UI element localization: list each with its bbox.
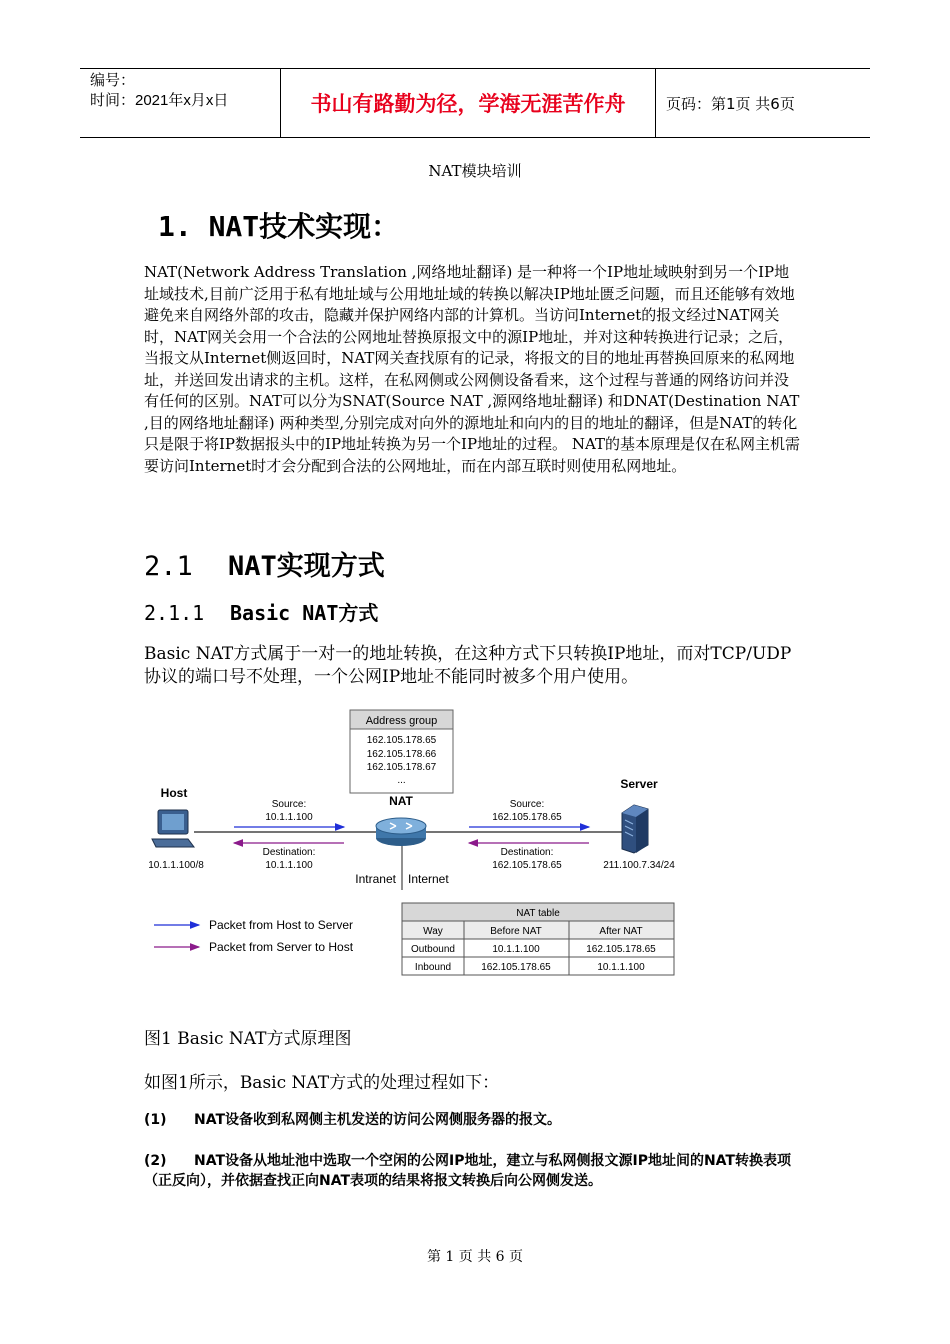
nat-table-cell: 162.105.178.65 bbox=[481, 962, 551, 973]
process-intro: 如图1所示，Basic NAT方式的处理过程如下： bbox=[144, 1073, 500, 1093]
address-group-title: Address group bbox=[365, 715, 438, 727]
host-computer-icon bbox=[152, 810, 194, 847]
page-footer: 第 1 页 共 6 页 bbox=[426, 1249, 524, 1265]
nat-router-icon bbox=[376, 818, 426, 846]
server-label: Server bbox=[620, 777, 658, 791]
right-dest-label: Destination: bbox=[500, 847, 554, 858]
nat-table-header: After NAT bbox=[599, 926, 643, 937]
step-item bbox=[144, 1110, 814, 1130]
section-1-heading: 1. NAT技术实现： bbox=[158, 210, 400, 243]
step-item bbox=[144, 1151, 814, 1191]
document-title: NAT模块培训 bbox=[428, 162, 522, 180]
address-group-item: 162.105.178.66 bbox=[366, 749, 437, 760]
page-header bbox=[80, 68, 870, 138]
host-label: Host bbox=[160, 786, 188, 800]
section-number: 2.1.1 bbox=[144, 601, 205, 625]
step-text: NAT设备收到私网侧主机发送的访问公网侧服务器的报文。 bbox=[194, 1112, 562, 1128]
nat-table-header: Before NAT bbox=[490, 926, 542, 937]
legend-host-to-server-label: Packet from Host to Server bbox=[209, 918, 354, 932]
nat-table-cell: 162.105.178.65 bbox=[586, 944, 656, 955]
legend-server-to-host-label: Packet from Server to Host bbox=[209, 940, 354, 954]
address-group-item: 162.105.178.67 bbox=[366, 762, 437, 773]
host-ip: 10.1.1.100/8 bbox=[148, 860, 204, 871]
left-dest-label: Destination: bbox=[262, 847, 316, 858]
server-ip: 211.100.7.34/24 bbox=[603, 860, 675, 871]
left-source-value: 10.1.1.100 bbox=[265, 812, 313, 823]
left-source-label: Source: bbox=[271, 799, 307, 810]
right-source-label: Source: bbox=[509, 799, 545, 810]
nat-table bbox=[402, 903, 674, 975]
internet-label: Internet bbox=[408, 872, 449, 886]
nat-table-title: NAT table bbox=[516, 908, 560, 919]
nat-table-cell: Inbound bbox=[414, 962, 452, 973]
nat-table-cell: 10.1.1.100 bbox=[492, 944, 540, 955]
address-group-item: ... bbox=[397, 775, 406, 786]
header-meta bbox=[80, 69, 281, 137]
section-title: NAT实现方式 bbox=[228, 551, 385, 582]
step-number: (2) bbox=[144, 1153, 167, 1169]
address-group-box bbox=[350, 710, 453, 793]
server-icon bbox=[622, 805, 648, 853]
right-dest-value: 162.105.178.65 bbox=[492, 860, 562, 871]
section-2-1-1-heading bbox=[144, 597, 378, 626]
step-number: (1) bbox=[144, 1112, 167, 1128]
number-label: 编号： bbox=[90, 72, 136, 89]
section-number: 2.1 bbox=[144, 551, 193, 582]
intranet-label: Intranet bbox=[355, 872, 396, 886]
nat-label: NAT bbox=[389, 794, 413, 808]
right-source-value: 162.105.178.65 bbox=[492, 812, 562, 823]
nat-table-cell: Outbound bbox=[411, 944, 455, 955]
header-page-info: 页码：第1页 共6页 bbox=[666, 94, 795, 113]
address-group-item: 162.105.178.65 bbox=[366, 735, 437, 746]
nat-table-header: Way bbox=[423, 926, 443, 937]
section-2-1-1-paragraph: Basic NAT方式属于一对一的地址转换，在这种方式下只转换IP地址，而对TCP/UDP协议的端口号不处理，一个公网IP地址不能同时被多个用户使用。 bbox=[144, 644, 792, 687]
left-dest-value: 10.1.1.100 bbox=[265, 860, 313, 871]
figure-caption: 图1 Basic NAT方式原理图 bbox=[144, 1029, 352, 1049]
nat-table-cell: 10.1.1.100 bbox=[597, 962, 645, 973]
time-label: 时间：2021年x月x日 bbox=[90, 92, 229, 109]
basic-nat-diagram bbox=[144, 705, 684, 980]
section-1-paragraph: NAT(Network Address Translation ,网络地址翻译) 是一种将一个IP地址域映射到另一个IP地址域技术,目前广泛用于私有地址域与公用地址域的转换以解决IP地址匮乏问题，而且还能够有效地避免来自网络外部的攻击，隐藏并保护网络内部的计算机。当访问Internet的报文经过NAT网关时，NAT网关会用一个合法的公网地址替换原报文中的源IP地址，并对这种转换进行记录；之后，当报文从Internet侧返回时，NAT网关查找原有的记录，将报文的目的地址再替换回原来的私网地址，并送回发出请求的主机。这样，在私网侧或公网侧设备看来，这个过程与普通的网络访问并没有任何的区别。NAT可以分为SNAT(Source NAT ,源网络地址翻译) 和DNAT(Destination NAT ,目的网络地址翻译) 两种类型,分别完成对向外的源地址和向内的目的地址的翻译，但是NAT的转化只是限于将IP数据报头中的IP地址转换为另一个IP地址的过程。 NAT的基本原理是仅在私网主机需要访问Internet时才会分配到合法的公网地址，而在内部互联时则使用私网地址。 bbox=[144, 263, 800, 475]
section-title: Basic NAT方式 bbox=[230, 601, 379, 625]
section-2-1-heading bbox=[144, 544, 385, 583]
header-motto: 书山有路勤为径，学海无涯苦作舟 bbox=[281, 69, 656, 137]
step-text: NAT设备从地址池中选取一个空闲的公网IP地址，建立与私网侧报文源IP地址间的NAT转换表项（正反向），并依据查找正向NAT表项的结果将报文转换后向公网侧发送。 bbox=[144, 1153, 791, 1189]
